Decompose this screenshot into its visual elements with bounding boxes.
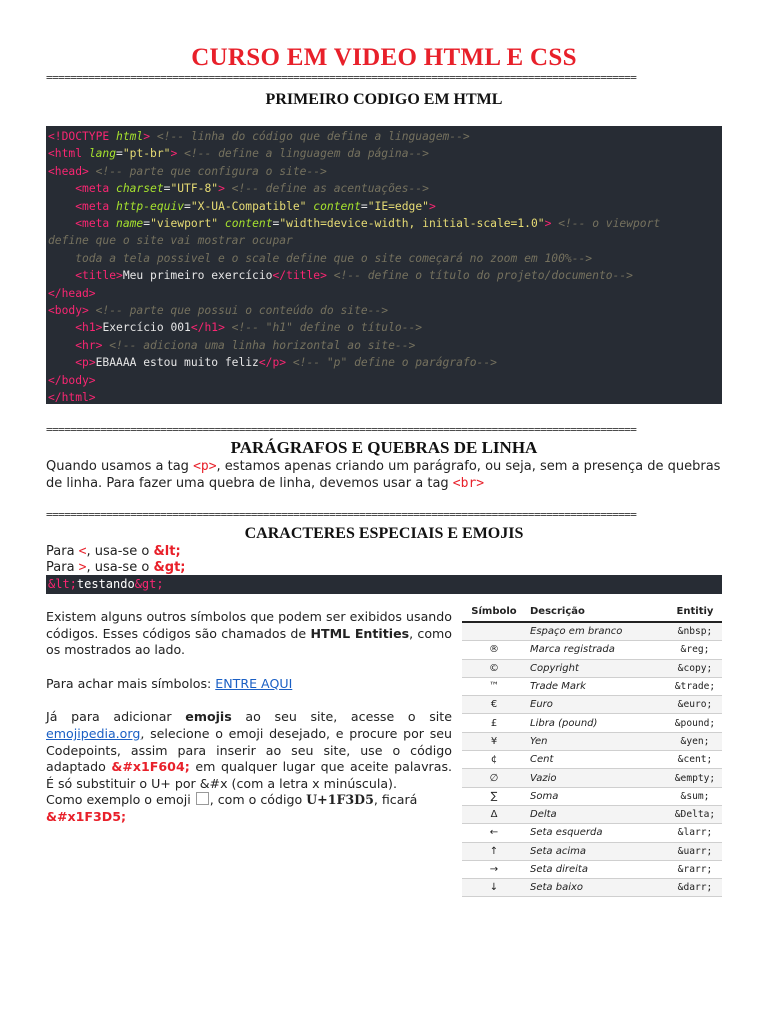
text: testando (76, 577, 135, 591)
bold-text: emojis (185, 709, 232, 725)
code-token: </p> (258, 356, 287, 370)
code-line (48, 337, 722, 354)
code-token: > (428, 199, 436, 213)
text: , selecione o emoji desejado, e procure por seu Codepoints, assim para inserir ao seu site, use o código adaptado (46, 725, 452, 775)
code-token: define que o site vai mostrar ocupar (48, 234, 293, 248)
entity-cell: &yen; (668, 732, 722, 750)
description-cell: Euro (526, 696, 668, 714)
code-token: </head> (48, 286, 96, 300)
table-row (462, 879, 722, 897)
symbol-cell: € (462, 696, 526, 714)
text: Para achar mais símbolos: (46, 675, 216, 691)
table-row (462, 769, 722, 787)
table-row (462, 714, 722, 732)
table-row (462, 787, 722, 805)
code-line (48, 372, 722, 389)
table-row (462, 824, 722, 842)
code-token: <!-- linha do código que define a linguagem--> (150, 130, 470, 143)
code-token: = (360, 199, 368, 213)
tag-p-code: <p> (193, 459, 217, 474)
code-line (48, 215, 722, 232)
text: , como os mostrados ao lado. (46, 625, 452, 658)
table-row (462, 677, 722, 695)
code-token: "IE=edge" (367, 199, 429, 213)
entity-cell: &reg; (668, 641, 722, 659)
code-line (48, 302, 722, 319)
description-cell: Cent (526, 751, 668, 769)
entity-cell: &empty; (668, 769, 722, 787)
heading-caracteres: CARACTERES ESPECIAIS E EMOJIS (244, 525, 524, 542)
description-cell: Soma (526, 787, 668, 805)
description-cell: Seta acima (526, 842, 668, 860)
description-cell: Seta baixo (526, 879, 668, 897)
entity-cell: &sum; (668, 787, 722, 805)
text: , usa-se o (86, 560, 154, 575)
code-token (48, 269, 75, 282)
text: Existem alguns outros símbolos que podem ser exibidos usando códigos. Esses códigos são chamados de (46, 609, 452, 641)
code-token: = (272, 217, 280, 231)
text: , usa-se o (86, 544, 154, 559)
code-token: content (224, 217, 273, 231)
paragraph-more-symbols (46, 676, 452, 693)
description-cell: Libra (pound) (526, 714, 668, 732)
paragraph-emojis (46, 709, 452, 792)
entity-cell: &trade; (668, 677, 722, 695)
text: , com o código (209, 792, 307, 808)
symbol-cell: ¥ (462, 732, 526, 750)
code-token: Meu primeiro exercício (122, 269, 273, 283)
entity-cell: &rarr; (668, 860, 722, 878)
code-token: <!-- "h1" define o título--> (224, 321, 423, 335)
entre-aqui-link[interactable]: ENTRE AQUI (215, 675, 293, 691)
entity-x1f3d5: &#x1F3D5; (46, 808, 127, 824)
code-token (48, 356, 75, 369)
entity-cell: &larr; (668, 824, 722, 842)
text: ao seu site, acesse o site (231, 709, 452, 725)
code-example-bar (46, 575, 722, 594)
description-cell: Seta direita (526, 860, 668, 878)
codepoint: U+1F3D5 (306, 792, 374, 808)
symbol-cell: ∅ (462, 769, 526, 787)
code-token: <h1> (75, 321, 103, 335)
code-token: <!-- o viewport (551, 217, 661, 231)
paragraph-entities (46, 609, 452, 659)
symbol-cell: Δ (462, 805, 526, 823)
emojipedia-link[interactable]: emojipedia.org (46, 725, 141, 741)
code-line (48, 163, 722, 180)
table-row (462, 860, 722, 878)
table-row (462, 732, 722, 750)
code-line (48, 285, 722, 302)
paragraph-quebras (46, 458, 722, 492)
code-token (48, 217, 75, 230)
code-token: <!DOCTYPE (48, 130, 117, 143)
symbol-lt: < (78, 544, 87, 559)
table-row (462, 751, 722, 769)
code-token: <!-- define a linguagem da página--> (177, 147, 429, 161)
code-token: <title> (75, 269, 123, 283)
text: em qualquer lugar que aceite palavras. É só substituir o U+ por &#x (com a letra x minúscula). (46, 759, 453, 791)
page-title: CURSO EM VIDEO HTML E CSS (191, 44, 577, 71)
left-text-column (46, 609, 452, 826)
code-token: "UTF-8" (170, 182, 219, 196)
code-token: = (163, 182, 171, 196)
code-token: "width=device-width, initial-scale=1.0" (279, 217, 545, 231)
symbol-cell: ↑ (462, 842, 526, 860)
table-row (462, 659, 722, 677)
code-token: <body> (48, 304, 89, 318)
line-gt (46, 559, 722, 576)
code-token: Exercício 001 (102, 321, 191, 335)
header-simbolo: Símbolo (462, 601, 526, 622)
text: , estamos apenas criando um parágrafo, ou seja, sem a presença de quebras de linha. Para fazer uma quebra de linha, devemos usar a tag (46, 459, 721, 491)
code-token (218, 217, 225, 230)
text: Para (46, 560, 79, 575)
code-token: = (143, 217, 151, 231)
code-line (48, 198, 722, 215)
code-token: <html (48, 147, 89, 161)
table-row (462, 622, 722, 641)
code-token: = (184, 199, 191, 213)
code-token: > (218, 182, 225, 196)
code-block (46, 126, 722, 404)
code-line (48, 319, 722, 336)
entity-cell: &cent; (668, 751, 722, 769)
code-token: <hr> (75, 338, 103, 352)
code-token: name (116, 217, 144, 231)
code-token: <p> (75, 356, 96, 370)
code-token: "X-UA-Compatible" (190, 199, 307, 213)
code-token: <!-- "p" define o parágrafo--> (286, 356, 497, 370)
code-token: <!-- define o título do projeto/documento--> (326, 269, 633, 283)
code-line (48, 267, 722, 284)
table-row (462, 696, 722, 714)
entity-lt: &lt; (48, 577, 77, 591)
heading-paragrafos: PARÁGRAFOS E QUEBRAS DE LINHA (230, 438, 538, 457)
symbol-cell: ∑ (462, 787, 526, 805)
tag-br-code: <br> (452, 476, 485, 491)
code-token: </h1> (190, 321, 225, 335)
symbol-cell: ← (462, 824, 526, 842)
code-token: toda a tela possivel e o scale define que o site começará no zoom em 100%--> (48, 251, 593, 265)
entity-gt: &gt; (134, 577, 164, 591)
entities-table (462, 601, 722, 897)
entity-cell: &pound; (668, 714, 722, 732)
code-token: "viewport" (150, 217, 219, 231)
description-cell: Seta esquerda (526, 824, 668, 842)
table-header-row (462, 601, 722, 622)
symbol-cell: ® (462, 641, 526, 659)
entity-cell: &copy; (668, 659, 722, 677)
code-token (48, 200, 75, 213)
description-cell: Trade Mark (526, 677, 668, 695)
line-lt (46, 543, 722, 560)
paragraph-example (46, 792, 452, 825)
code-token: = (116, 147, 123, 161)
code-token: <!-- parte que configura o site--> (88, 164, 327, 178)
description-cell: Copyright (526, 659, 668, 677)
symbol-cell: £ (462, 714, 526, 732)
text: Para (46, 544, 79, 559)
code-token: > (143, 130, 151, 143)
table-row (462, 842, 722, 860)
symbol-cell: → (462, 860, 526, 878)
entity-cell: &Delta; (668, 805, 722, 823)
code-line (48, 250, 722, 267)
code-token: <meta (75, 217, 117, 231)
description-cell: Delta (526, 805, 668, 823)
entity-cell: &euro; (668, 696, 722, 714)
bold-text: HTML Entities (310, 625, 410, 641)
code-line (48, 145, 722, 162)
text: Quando usamos a tag (46, 459, 194, 474)
code-token: content (313, 199, 361, 213)
description-cell: Espaço em branco (526, 622, 668, 641)
header-descricao: Descrição (526, 601, 668, 622)
separator-line: ================================================================================================== (46, 509, 637, 520)
table-row (462, 641, 722, 659)
code-token: <!-- parte que possui o conteúdo do site--> (88, 304, 389, 318)
code-token: <!-- adiciona uma linha horizontal ao site--> (102, 338, 416, 352)
code-token (48, 182, 75, 195)
entity-cell: &darr; (668, 879, 722, 897)
text: Já para adicionar (46, 709, 186, 725)
heading-primeiro-codigo: PRIMEIRO CODIGO EM HTML (265, 91, 503, 108)
symbol-gt: > (78, 560, 87, 575)
camping-emoji-icon (196, 792, 209, 805)
code-token: > (170, 147, 178, 161)
description-cell: Marca registrada (526, 641, 668, 659)
symbol-cell: ↓ (462, 879, 526, 897)
entity-gt: &gt; (153, 560, 186, 575)
code-token: <!-- define as acentuações--> (224, 182, 429, 196)
code-token: </body> (48, 373, 96, 387)
code-token (48, 321, 75, 334)
code-token: <meta (75, 182, 117, 196)
entity-lt: &lt; (153, 544, 181, 559)
code-token: <meta (75, 199, 117, 213)
code-line (48, 354, 722, 371)
description-cell: Yen (526, 732, 668, 750)
code-token: </html> (48, 391, 96, 405)
code-line (48, 389, 722, 406)
code-token: <head> (48, 164, 89, 178)
code-x1f604: &#x1F604; (111, 759, 190, 775)
code-token: EBAAAA estou muito feliz (95, 356, 259, 370)
text: Como exemplo o emoji (46, 792, 195, 808)
code-token: > (544, 217, 552, 231)
description-cell: Vazio (526, 769, 668, 787)
text: , ficará (373, 792, 418, 808)
code-line (48, 232, 722, 249)
code-token: "pt-br" (122, 147, 171, 161)
code-line (48, 180, 722, 197)
code-token: html (116, 130, 144, 143)
entity-cell: &uarr; (668, 842, 722, 860)
separator-line: ================================================================================================== (46, 72, 637, 83)
code-token: http-equiv (116, 199, 185, 213)
symbol-cell (462, 622, 526, 641)
symbol-cell: ¢ (462, 751, 526, 769)
symbol-cell: © (462, 659, 526, 677)
code-token: charset (116, 182, 164, 196)
code-token (48, 339, 75, 352)
table-row (462, 805, 722, 823)
symbol-cell: ™ (462, 677, 526, 695)
code-line (48, 128, 722, 145)
code-token: </title> (272, 269, 327, 283)
separator-line: ================================================================================================== (46, 424, 637, 435)
code-token: lang (88, 147, 117, 161)
header-entity: Entitiy (668, 601, 722, 622)
entity-cell: &nbsp; (668, 622, 722, 641)
